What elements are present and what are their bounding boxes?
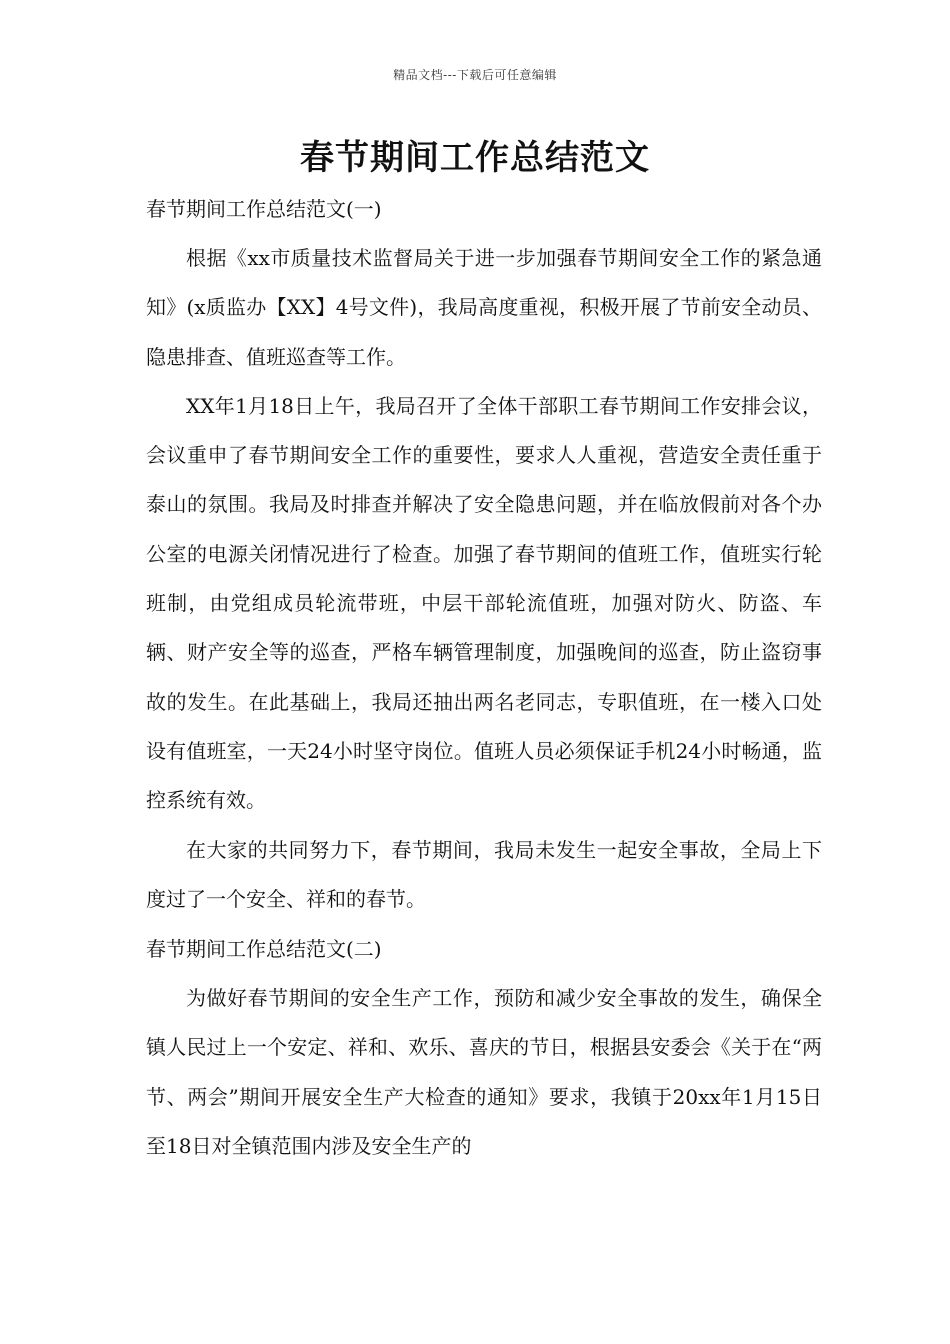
section-one (146, 184, 822, 924)
section-two (146, 924, 822, 1171)
paragraph: 在大家的共同努力下，春节期间，我局未发生一起安全事故，全局上下度过了一个安全、祥和的春节。 (146, 837, 822, 911)
paragraph: 为做好春节期间的安全生产工作，预防和减少安全事故的发生，确保全镇人民过上一个安定、祥和、欢乐、喜庆的节日，根据县安委会《关于在“两节、两会”期间开展安全生产大检查的通知》要求，我镇于20xx年1月15日至18日对全镇范围内涉及安全生产的 (146, 986, 822, 1159)
paragraph: 根据《xx市质量技术监督局关于进一步加强春节期间安全工作的紧急通知》(x质监办【XX】4号文件)，我局高度重视，积极开展了节前安全动员、隐患排查、值班巡查等工作。 (146, 246, 822, 369)
document-title: 春节期间工作总结范文 (300, 138, 650, 178)
section-heading: 春节期间工作总结范文(一) (146, 197, 382, 221)
paragraph: XX年1月18日上午，我局召开了全体干部职工春节期间工作安排会议，会议重申了春节期间安全工作的重要性，要求人人重视，营造安全责任重于泰山的氛围。我局及时排查并解决了安全隐患问题，并在临放假前对各个办公室的电源关闭情况进行了检查。加强了春节期间的值班工作，值班实行轮班制，由党组成员轮流带班，中层干部轮流值班，加强对防火、防盗、车辆、财产安全等的巡查，严格车辆管理制度，加强晚间的巡查，防止盗窃事故的发生。在此基础上，我局还抽出两名老同志，专职值班，在一楼入口处设有值班室，一天24小时坚守岗位。值班人员必须保证手机24小时畅通，监控系统有效。 (146, 393, 822, 813)
header-note: 精品文档---下载后可任意编辑 (393, 68, 557, 82)
section-heading: 春节期间工作总结范文(二) (146, 937, 382, 962)
document-body (146, 184, 822, 1171)
